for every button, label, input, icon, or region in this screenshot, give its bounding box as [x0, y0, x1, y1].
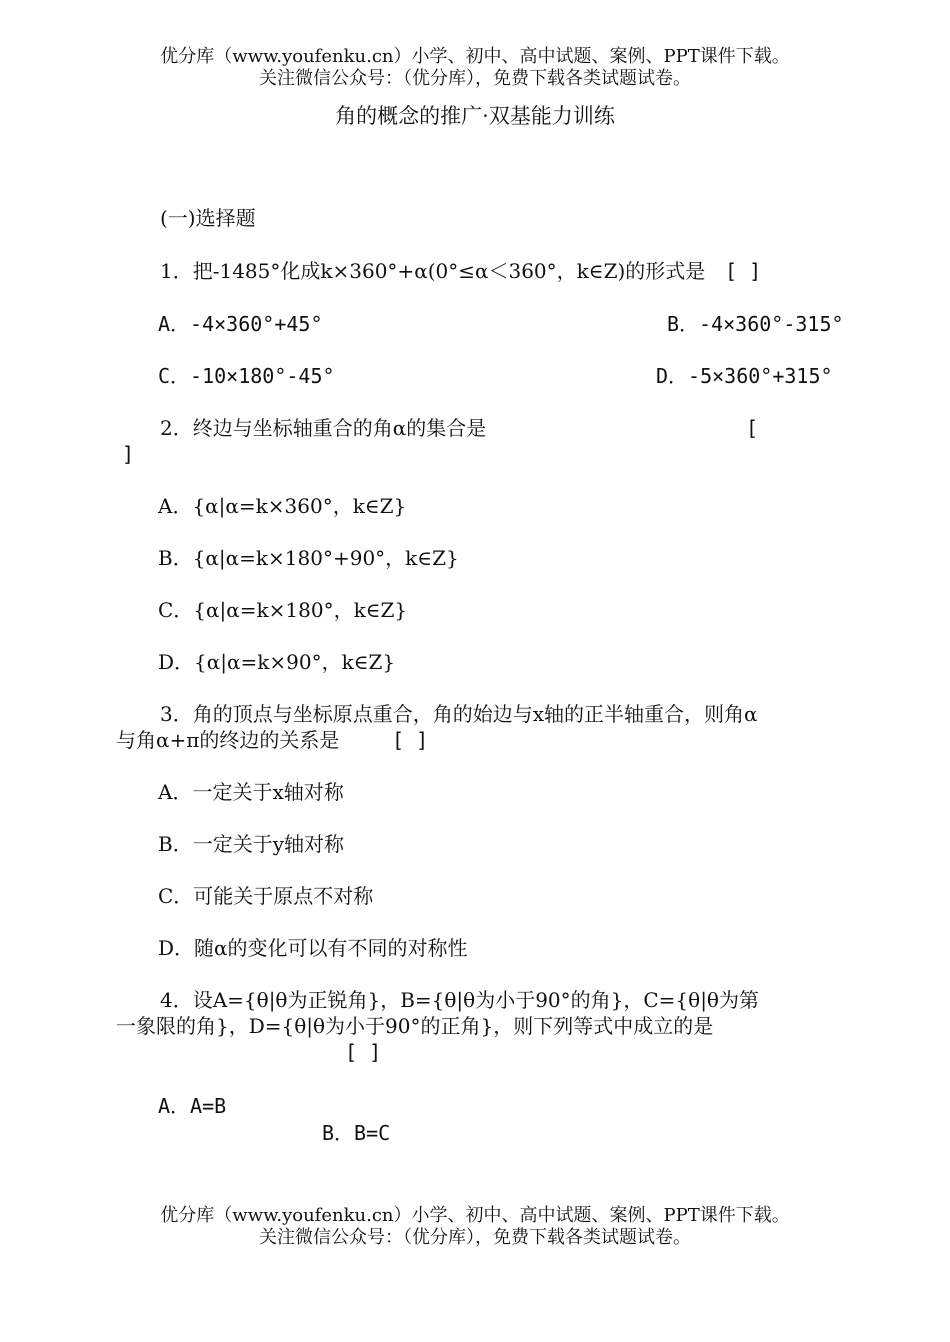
q4-answer-bracket: [ ]	[345, 1040, 382, 1064]
section-heading: (一)选择题	[160, 206, 256, 230]
q3-option-b: B．一定关于y轴对称	[158, 832, 344, 856]
q3-option-c: C．可能关于原点不对称	[158, 884, 374, 908]
q2-option-a: A．{α|α=k×360°，k∈Z}	[158, 494, 407, 518]
q3-answer-bracket: [ ]	[392, 728, 429, 752]
q2-bracket-open: [	[746, 416, 759, 440]
page-title: 角的概念的推广·双基能力训练	[335, 104, 615, 128]
q1-answer-bracket: [ ]	[725, 259, 762, 283]
q2-option-b: B．{α|α=k×180°+90°，k∈Z}	[158, 546, 459, 570]
q1-option-b: B．-4×360°-315°	[667, 312, 844, 336]
footer-line-1: 优分库（www.youfenku.cn）小学、初中、高中试题、案例、PPT课件下载。	[160, 1205, 790, 1226]
q4-stem-line-1: 4．设A={θ|θ为正锐角}，B={θ|θ为小于90°的角}，C={θ|θ为第	[160, 988, 759, 1012]
q1-option-a: A．-4×360°+45°	[158, 312, 323, 336]
q1-stem: 1．把-1485°化成k×360°+α(0°≤α＜360°，k∈Z)的形式是	[160, 259, 706, 283]
header-line-2: 关注微信公众号：（优分库），免费下载各类试题试卷。	[259, 68, 691, 89]
q1-option-c: C．-10×180°-45°	[158, 364, 335, 388]
q1-option-d: D．-5×360°+315°	[656, 364, 833, 388]
q3-option-a: A．一定关于x轴对称	[158, 780, 344, 804]
q4-option-b: B．B=C	[322, 1121, 391, 1145]
q2-option-d: D．{α|α=k×90°，k∈Z}	[158, 650, 396, 674]
q2-option-c: C．{α|α=k×180°，k∈Z}	[158, 598, 408, 622]
q2-bracket-close: ]	[122, 442, 135, 466]
q3-stem-line-1: 3．角的顶点与坐标原点重合，角的始边与x轴的正半轴重合，则角α	[160, 702, 758, 726]
q2-stem: 2．终边与坐标轴重合的角α的集合是	[160, 416, 487, 440]
header-line-1: 优分库（www.youfenku.cn）小学、初中、高中试题、案例、PPT课件下载。	[160, 46, 790, 67]
q4-stem-line-2: 一象限的角}，D={θ|θ为小于90°的正角}，则下列等式中成立的是	[116, 1014, 714, 1038]
q3-option-d: D．随α的变化可以有不同的对称性	[158, 936, 468, 960]
footer-line-2: 关注微信公众号：（优分库），免费下载各类试题试卷。	[259, 1227, 691, 1248]
q3-stem-line-2: 与角α+π的终边的关系是	[116, 728, 340, 752]
q4-option-a: A．A=B	[158, 1094, 227, 1118]
